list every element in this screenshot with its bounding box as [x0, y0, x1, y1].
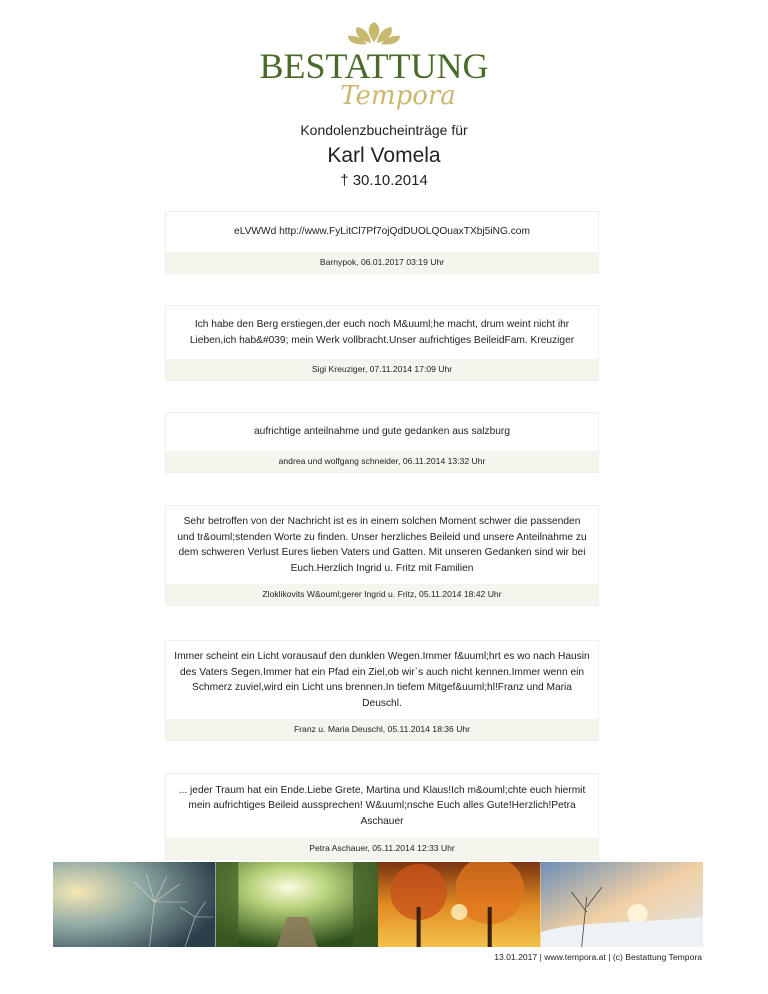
entry-text: Immer scheint ein Licht vorausauf den dunklen Wegen.Immer f&uuml;hrt es wo nach Hausin des Vaters Segen.Immer hat ein Pfad ein Ziel,ob wir`s auch nicht kennen.Immer wenn ein Schmerz zuviel,wird ein Licht uns brennen.In tiefem Mitgef&uuml;hl!Franz und Maria Deuschl.	[174, 651, 590, 709]
entry-text: ... jeder Traum hat ein Ende.Liebe Grete, Martina und Klaus!Ich m&ouml;chte euch hiermit mein aufrichtiges Beileid aussprechen! W&uuml;nsche Euch alles Gute!Herzlich!Petra Aschauer	[178, 784, 586, 827]
entry-text: Sehr betroffen von der Nachricht ist es in einem solchen Moment schwer die passenden und tr&ouml;stenden Worte zu finden. Unser herzliches Beileid und unsere Anteilnahme zu dem schweren Verlust Eures lieben Vaters und Gatten. Mit unseren Gedanken sind wir bei Euch.Herzlich Ingrid u. Fritz mit Familien	[177, 516, 587, 574]
leaf-icon	[348, 22, 400, 44]
entry-meta: Barnypok, 06.01.2017 03:19 Uhr	[166, 252, 598, 273]
death-date: † 30.10.2014	[340, 172, 428, 189]
brand-script-text: Tempora	[340, 81, 456, 111]
entry-meta: Franz u. Maria Deuschl, 05.11.2014 18:36 Uhr	[166, 719, 598, 740]
title-block	[0, 122, 768, 189]
entry-text: Ich habe den Berg erstiegen,der euch noch M&uuml;he macht, drum weint nicht ihr Lieben,ich hab&#039; mein Werk vollbracht.Unser aufrichtiges BeileidFam. Kreuziger	[189, 319, 575, 346]
footer-image-strip	[53, 862, 703, 947]
entry-meta: Petra Aschauer, 05.11.2014 12:33 Uhr	[166, 838, 598, 859]
forest-path-image	[216, 862, 379, 947]
logo	[0, 22, 768, 112]
autumn-trees-image	[378, 862, 541, 947]
entry-meta: Sigi Kreuziger, 07.11.2014 17:09 Uhr	[166, 359, 598, 380]
winter-snow-image	[541, 862, 704, 947]
dandelion-image	[53, 862, 216, 947]
condolence-entry	[165, 412, 599, 473]
page-subtitle: Kondolenzbucheinträge für	[300, 122, 468, 138]
logo-mark	[254, 22, 514, 112]
condolence-entry	[165, 640, 599, 741]
deceased-name: Karl Vomela	[327, 144, 441, 167]
brand-main-text: BESTATTUNG	[259, 46, 489, 86]
entry-meta: andrea und wolfgang schneider, 06.11.2014 13:32 Uhr	[166, 451, 598, 472]
footer-text: 13.01.2017 | www.tempora.at | (c) Bestattung Tempora	[494, 952, 702, 962]
entry-meta: Zloklikovits W&ouml;gerer Ingrid u. Fritz, 05.11.2014 18:42 Uhr	[166, 584, 598, 605]
condolence-entry	[165, 773, 599, 860]
condolence-entry	[165, 305, 599, 381]
entry-text: eLVWWd http://www.FyLitCl7Pf7ojQdDUOLQOuaxTXbj5iNG.com	[234, 226, 530, 238]
condolence-entry	[165, 505, 599, 606]
condolence-entry	[165, 211, 599, 274]
entry-text: aufrichtige anteilnahme und gute gedanken aus salzburg	[253, 426, 510, 438]
